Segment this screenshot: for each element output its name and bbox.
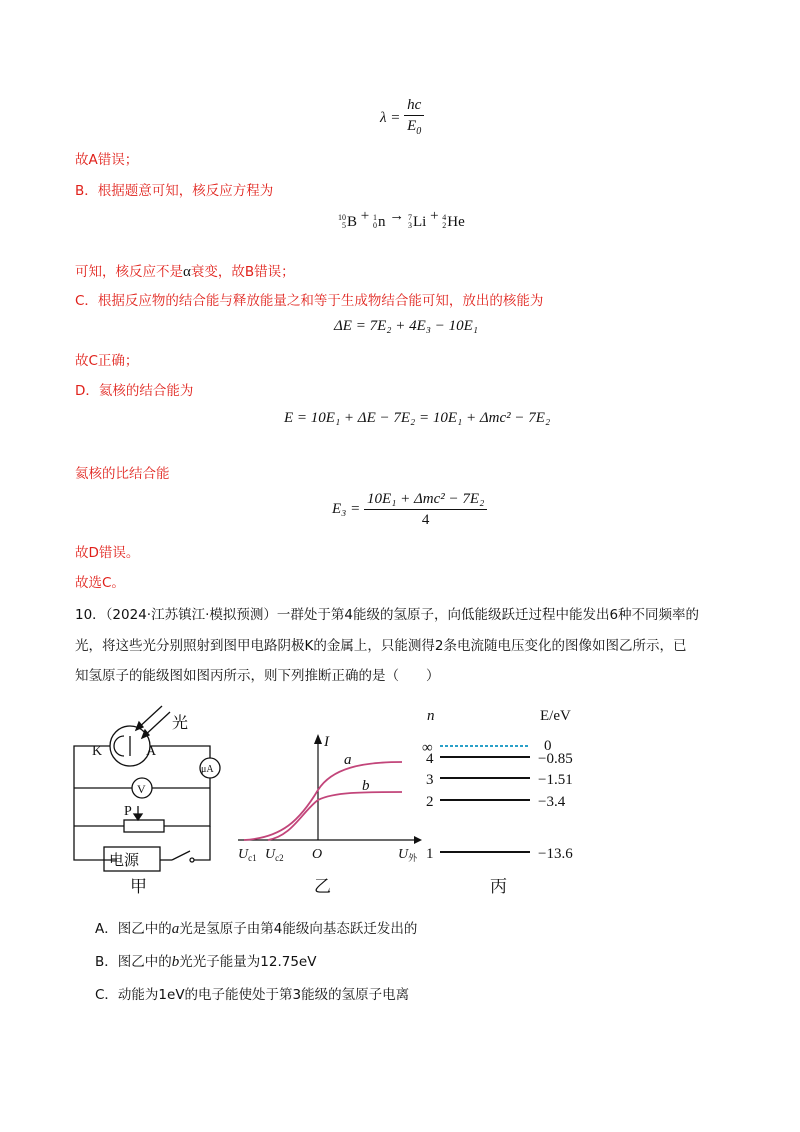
uc1-label <box>238 847 257 863</box>
question-line-2: 光，将这些光分别照射到图甲电路阴极K的金属上，只能测得2条电流随电压变化的图像如图乙所示，已 <box>75 638 687 654</box>
option-a[interactable] <box>95 919 417 939</box>
line-b-conclusion <box>75 262 295 282</box>
eq-lambda-den-sym: E <box>407 118 417 134</box>
curve-a <box>244 762 402 840</box>
switch-contact-icon <box>190 858 194 862</box>
option-b-pre: B．图乙中的 <box>95 954 172 970</box>
option-a-var: a <box>171 921 180 937</box>
light-label: 光 <box>172 715 189 732</box>
option-b[interactable] <box>95 952 316 972</box>
helium-mass: 4 <box>442 213 447 222</box>
equation-reaction <box>338 208 465 231</box>
bing-n-header: n <box>427 708 435 724</box>
origin-label: O <box>312 847 323 862</box>
slider-arrow-icon <box>134 814 142 820</box>
power-source-label: 电源 <box>109 853 140 869</box>
caption-jia: 甲 <box>130 877 147 896</box>
helium-symbol: He <box>447 213 465 230</box>
eq-e3-num: 10E₁ + Δmc² − 7E₂ <box>364 490 487 510</box>
line-c-intro: C．根据反应物的结合能与释放能量之和等于生成物结合能可知，放出的核能为 <box>75 293 544 309</box>
level-2-e: −3.4 <box>538 794 566 810</box>
nuclide-lithium <box>408 214 426 231</box>
reaction-plus-2: + <box>430 208 439 224</box>
equation-e3 <box>332 490 487 529</box>
lithium-z: 3 <box>407 221 412 230</box>
yi-x-arrow-icon <box>414 836 422 844</box>
microammeter-label: μA <box>201 764 214 775</box>
cathode-icon <box>114 736 124 756</box>
cathode-label: K <box>92 744 103 759</box>
uout-sub: 外 <box>408 853 418 863</box>
wire-left <box>74 746 117 860</box>
wire-right <box>187 778 210 826</box>
eq-lambda-fraction <box>404 96 424 141</box>
line-c-right: 故C正确； <box>75 353 139 369</box>
boron-mass: 10 <box>338 213 346 222</box>
level-4-n: 4 <box>426 751 434 767</box>
line-d-specific: 氦核的比结合能 <box>75 466 170 482</box>
figure-yi <box>238 734 422 896</box>
option-b-post: 光光子能量为12.75eV <box>179 954 317 970</box>
eq-lambda-num: hc <box>404 96 424 116</box>
option-a-pre: A．图乙中的 <box>95 921 172 937</box>
caption-bing: 丙 <box>490 877 507 896</box>
reaction-plus-1: + <box>360 208 370 224</box>
question-line-1: 10．（2024·江苏镇江·模拟预测）一群处于第4能级的氢原子，向低能级跃迁过程中能发出6种不同频率的 <box>75 607 700 623</box>
level-inf-n: ∞ <box>422 740 433 756</box>
curve-b-label: b <box>362 778 370 794</box>
uc2-sym: U <box>265 847 276 862</box>
alpha-symbol: α <box>183 264 191 280</box>
level-3-n: 3 <box>426 772 434 788</box>
eq-e3-den: 4 <box>421 512 430 528</box>
helium-z: 2 <box>442 221 447 230</box>
nuclide-neutron <box>373 214 386 231</box>
voltmeter-label: V <box>137 782 146 796</box>
figure-svg <box>62 700 582 895</box>
rheostat-icon <box>124 820 164 832</box>
line-d-intro: D．氦核的结合能为 <box>75 383 194 399</box>
yi-i-label: I <box>324 734 329 750</box>
line-a-wrong: 故A错误； <box>75 152 139 168</box>
yi-y-arrow-icon <box>314 734 322 744</box>
lithium-mass: 7 <box>407 213 412 222</box>
line-d-wrong: 故D错误。 <box>75 545 140 561</box>
lithium-symbol: Li <box>412 213 427 230</box>
line-answer: 故选C。 <box>75 575 125 591</box>
bing-e-header: E/eV <box>540 708 571 724</box>
neutron-symbol: n <box>377 213 386 230</box>
eq-e3-fraction <box>364 490 487 529</box>
level-1-n: 1 <box>426 846 434 862</box>
slider-label: P <box>124 804 132 819</box>
wire-top-right <box>150 746 210 758</box>
switch-icon <box>172 851 190 860</box>
b-conclusion-post: 衰变，故B错误； <box>190 264 295 280</box>
level-inf-e: 0 <box>544 738 552 754</box>
option-a-post: 光是氢原子由第4能级向基态跃迁发出的 <box>179 921 418 937</box>
anode-label: A <box>146 744 157 759</box>
nuclide-boron <box>338 214 357 231</box>
uc1-sym: U <box>238 847 249 862</box>
boron-symbol: B <box>347 213 358 230</box>
question-line-3: 知氢原子的能级图如图丙所示，则下列推断正确的是（ ） <box>75 668 440 684</box>
level-1-e: −13.6 <box>538 846 573 862</box>
nuclide-helium <box>442 214 465 231</box>
neutron-mass: 1 <box>372 213 377 222</box>
neutron-z: 0 <box>372 221 377 230</box>
option-b-var: b <box>171 954 180 970</box>
eq-lambda-den-sub: 0 <box>416 126 422 137</box>
level-3-e: −1.51 <box>538 772 573 788</box>
eq-lambda-den <box>404 116 424 141</box>
boron-z: 5 <box>342 221 346 230</box>
equation-binding-energy: E = 10E₁ + ΔE − 7E₂ = 10E₁ + Δmc² − 7E₂ <box>284 410 551 426</box>
eq-lambda-lhs: λ = <box>380 109 401 126</box>
uc2-sub: c2 <box>275 853 284 863</box>
curve-a-label: a <box>344 752 352 768</box>
line-b-intro: B．根据题意可知，核反应方程为 <box>75 183 274 199</box>
uout-label <box>398 847 418 863</box>
uc1-sub: c1 <box>248 853 257 863</box>
uc2-label <box>265 847 284 863</box>
equation-delta-e: ΔE = 7E₂ + 4E₃ − 10E₁ <box>334 318 478 334</box>
level-2-n: 2 <box>426 794 434 810</box>
figure <box>62 700 582 899</box>
level-4-e: −0.85 <box>538 751 573 767</box>
figure-jia <box>74 706 220 896</box>
uout-sym: U <box>398 847 409 862</box>
figure-bing <box>422 708 573 896</box>
curve-b <box>268 792 402 840</box>
reaction-arrow: → <box>389 208 405 224</box>
b-conclusion-pre: 可知，核反应不是 <box>75 264 183 280</box>
option-c[interactable]: C．动能为1eV的电子能使处于第3能级的氢原子电离 <box>95 987 410 1003</box>
wire-switch-right <box>194 826 210 860</box>
caption-yi: 乙 <box>314 877 331 896</box>
equation-lambda <box>380 96 424 141</box>
eq-e3-lhs: E₃ = <box>332 500 361 517</box>
